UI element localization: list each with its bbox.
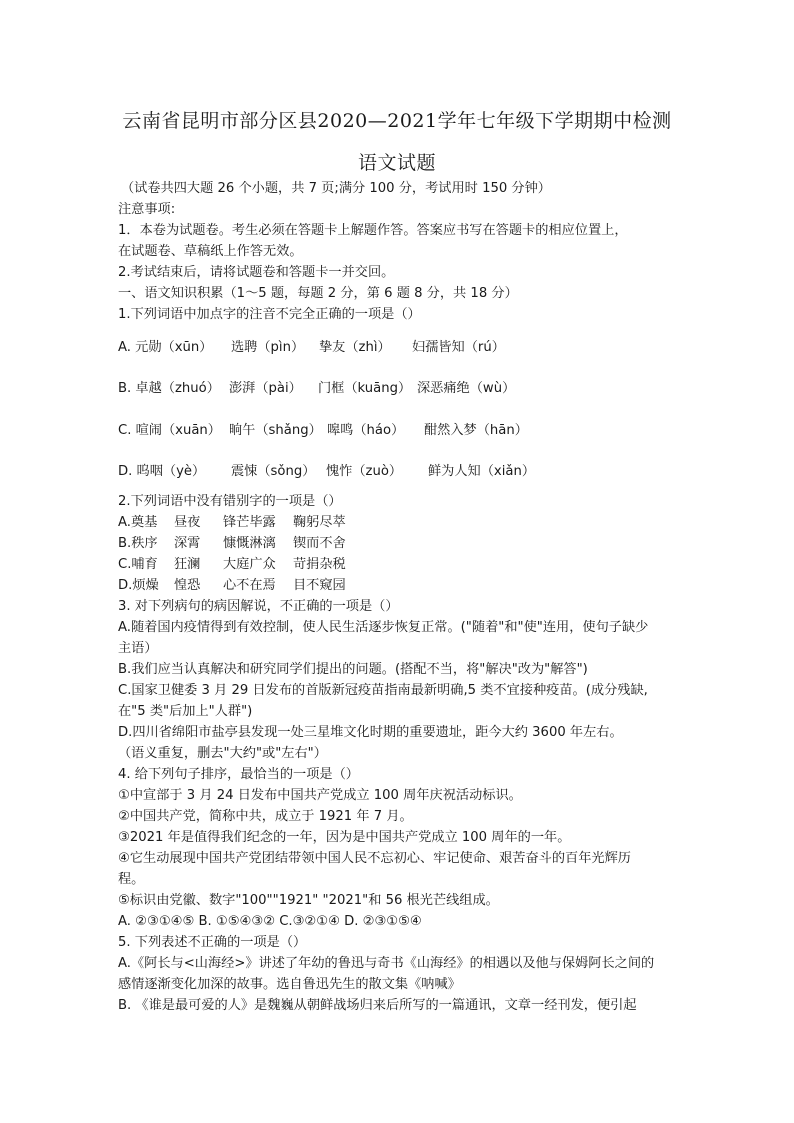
q2-a-w1: A.奠基 (118, 515, 158, 530)
section-heading: 一、语文知识积累（1～5 题，每题 2 分，第 6 题 8 分，共 18 分） (118, 286, 518, 301)
q4-sentence-4-cont: 程。 (118, 872, 145, 887)
q4-sentence-2: ②中国共产党，简称中共，成立于 1921 年 7 月。 (118, 809, 413, 824)
exam-title: 云南省昆明市部分区县2020—2021学年七年级下学期期中检测 (122, 110, 672, 132)
notice-item-1-cont: 在试题卷、草稿纸上作答无效。 (118, 244, 303, 259)
q1-d-w4: 鲜为人知（xiǎn） (428, 464, 536, 479)
q1-a-w3: 挚友（zhì） (319, 340, 391, 355)
q1-d-w2: 震悚（sǒng） (231, 464, 316, 479)
q3-option-d-cont: （语义重复，删去"大约"或"左右"） (118, 746, 327, 761)
q3-option-a: A.随着国内疫情得到有效控制，使人民生活逐步恢复正常。("随着"和"使"连用，使句子缺少 (118, 620, 649, 635)
q4-sentence-1: ①中宣部于 3 月 24 日发布中国共产党成立 100 周年庆祝活动标识。 (118, 788, 522, 803)
q1-a-w4: 妇孺皆知（rú） (412, 340, 505, 355)
q3-option-c-cont: 在"5 类"后加上"人群") (118, 704, 253, 719)
q1-c-w1: C. 喧闹（xuān） (118, 423, 221, 438)
q1-a-w1: A. 元勋（xūn） (118, 340, 213, 355)
q1-stem: 1.下列词语中加点字的注音不完全正确的一项是（） (118, 307, 421, 322)
q2-b-w4: 锲而不舍 (293, 536, 346, 551)
q1-a-w2: 选聘（pìn） (231, 340, 305, 355)
q2-a-w2: 昼夜 (174, 515, 201, 530)
q2-b-w3: 慷慨淋漓 (223, 536, 276, 551)
q1-c-w4: 酣然入梦（hān） (424, 423, 528, 438)
q4-sentence-3: ③2021 年是值得我们纪念的一年，因为是中国共产党成立 100 周年的一年。 (118, 830, 571, 845)
q4-sentence-5: ⑤标识由党徽、数字"100""1921" "2021"和 56 根光芒线组成。 (118, 893, 499, 908)
q2-d-w1: D.烦燥 (118, 578, 159, 593)
q2-stem: 2.下列词语中没有错别字的一项是（） (118, 494, 342, 509)
notice-item-1: 1．本卷为试题卷。考生必须在答题卡上解题作答。答案应书写在答题卡的相应位置上， (118, 223, 628, 238)
exam-info: （试卷共四大题 26 个小题，共 7 页;满分 100 分，考试用时 150 分钟） (121, 181, 551, 196)
q2-d-w2: 惶恐 (174, 578, 201, 593)
q4-options: A. ②③①④⑤ B. ①⑤④③② C.③②①④ D. ②③①⑤④ (118, 914, 422, 929)
q3-option-c: C.国家卫健委 3 月 29 日发布的首版新冠疫苗指南最新明确,5 类不宜接种疫苗。(成分残缺, (118, 683, 648, 698)
q5-option-a: A.《阿长与<山海经>》讲述了年幼的鲁迅与奇书《山海经》的相遇以及他与保姆阿长之间的 (118, 956, 655, 971)
q2-b-w2: 深霄 (174, 536, 201, 551)
q1-c-w2: 晌午（shǎng） (229, 423, 322, 438)
q2-c-w3: 大庭广众 (223, 557, 276, 572)
q4-stem: 4. 给下列句子排序，最恰当的一项是（） (118, 767, 359, 782)
notice-item-2: 2.考试结束后，请将试题卷和答题卡一并交回。 (118, 265, 395, 280)
q2-d-w3: 心不在焉 (223, 578, 276, 593)
notice-heading: 注意事项: (118, 202, 176, 217)
q1-b-w2: 澎湃（pài） (229, 381, 302, 396)
q1-c-w3: 嗥鸣（háo） (327, 423, 405, 438)
q2-a-w4: 鞠躬尽萃 (293, 515, 346, 530)
q2-b-w1: B.秩序 (118, 536, 158, 551)
q2-a-w3: 锋芒毕露 (223, 515, 276, 530)
q3-option-d: D.四川省绵阳市盐亭县发现一处三星堆文化时期的重要遗址，距今大约 3600 年左右。 (118, 725, 623, 740)
q1-b-w1: B. 卓越（zhuó） (118, 381, 220, 396)
exam-subtitle: 语文试题 (357, 152, 436, 174)
q5-stem: 5. 下列表述不正确的一项是（） (118, 935, 307, 950)
q1-b-w3: 门框（kuāng） (318, 381, 412, 396)
q2-d-w4: 目不窥园 (293, 578, 346, 593)
q1-b-w4: 深恶痛绝（wù） (417, 381, 516, 396)
q5-option-a-cont: 感情逐渐变化加深的故事。选自鲁迅先生的散文集《呐喊》 (118, 977, 461, 992)
q1-d-w3: 愧怍（zuò） (326, 464, 403, 479)
q5-option-b: B. 《谁是最可爱的人》是魏巍从朝鲜战场归来后所写的一篇通讯，文章一经刊发，便引起 (118, 998, 637, 1013)
q4-sentence-4: ④它生动展现中国共产党团结带领中国人民不忘初心、牢记使命、艰苦奋斗的百年光辉历 (118, 851, 631, 866)
q2-c-w2: 狂澜 (174, 557, 201, 572)
q3-option-a-cont: 主语） (118, 641, 158, 656)
q3-stem: 3. 对下列病句的病因解说，不正确的一项是（） (118, 599, 399, 614)
q1-d-w1: D. 呜咽（yè） (118, 464, 206, 479)
q3-option-b: B.我们应当认真解决和研究同学们提出的问题。(搭配不当，将"解决"改为"解答") (118, 662, 588, 677)
q2-c-w1: C.哺育 (118, 557, 158, 572)
q2-c-w4: 苛捐杂税 (293, 557, 346, 572)
